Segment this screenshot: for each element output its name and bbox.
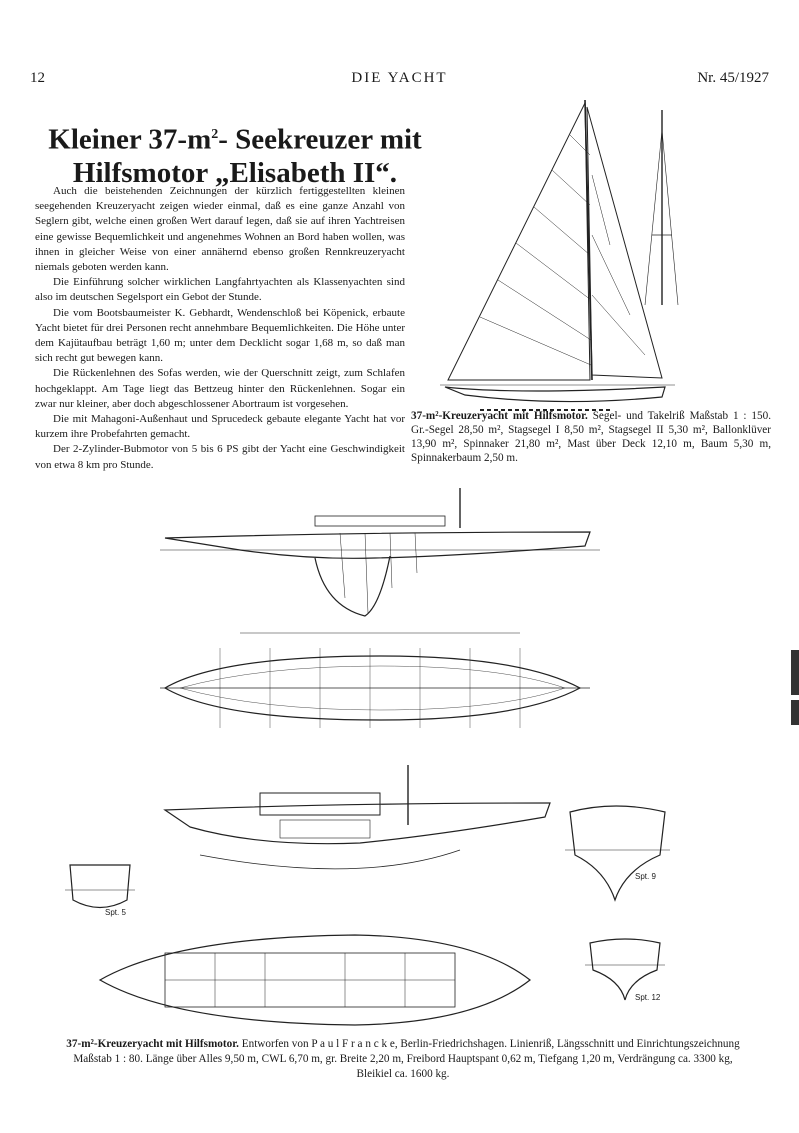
cross-section-left (65, 860, 135, 920)
cross-section-right-top (565, 800, 670, 905)
paragraph: Auch die beistehenden Zeichnungen der kürzlich fertiggestellten kleinen seegehenden Kreuzeryacht zeigen wieder einmal, daß es eine ganze Anzahl von Seglern gibt, welche einen großen Wert darauf legen, daß sie auf ihren Yachtreisen eine gewisse Bequemlichkeit und angenehmes Wohnen an Bord haben wollen, was ihnen in gleicher Weise von einer annähernd ebenso großen Rennkreuzeryacht niemals geboten werden kann. (35, 185, 405, 274)
caption-text: Segel- und Takelriß Maßstab 1 : 150. Gr.-Segel 28,50 m², Stagsegel I 8,50 m², Stagsegel II 5,30 m², Ballonklüver 13,90 m², Spinnaker 21,80 m², Mast über Deck 12,10 m, Baum 5,30 m, Spinnakerbaum 2,50 m. (411, 410, 771, 464)
title-line1-pre: Kleiner 37-m (48, 123, 212, 156)
title-superscript: 2 (211, 127, 219, 142)
title-line1-post: - Seekreuzer mit (218, 123, 422, 156)
page-header (30, 70, 769, 92)
issue-number: Nr. 45/1927 (697, 70, 769, 86)
title-line2: Hilfsmotor „Elisabeth II“. (72, 156, 398, 189)
accommodation-plan-drawing (95, 925, 535, 1035)
binding-edge-mark (791, 700, 799, 725)
page-number: 12 (30, 70, 45, 86)
caption-text: Entworfen von P a u l F r a n c k e, Berlin-Friedrichshagen. Linienriß, Längsschnitt und Einrichtungszeichnung Maßstab 1 : 80. Länge über Alles 9,50 m, CWL 6,70 m, gr. Breite 2,20 m, Freibord Hauptspant 0,62 m, Tiefgang 1,20 m, Verdrängung ca. 3300 kg, Bleikiel ca. 1600 kg. (73, 1038, 740, 1080)
lines-plan-caption (63, 1037, 743, 1082)
paragraph: Die vom Bootsbaumeister K. Gebhardt, Wendenschloß bei Köpenick, erbaute Yacht bietet für drei Personen recht annehmbare Bequemlichkeiten. Die Höhe unter dem Kajütaufbau beträgt 1,60 m; unter dem Decklicht sogar 1,68 m, so daß man sich recht gut bewegen kann. (35, 306, 405, 365)
section-label: Spt. 12 (635, 993, 661, 1002)
article-title (40, 118, 430, 190)
caption-bold: 37-m²-Kreuzeryacht mit Hilfsmotor. (411, 410, 588, 422)
binding-edge-mark (791, 650, 799, 695)
lines-plan-drawing (160, 488, 600, 758)
caption-bold: 37-m²-Kreuzeryacht mit Hilfsmotor. (66, 1038, 239, 1050)
journal-name: DIE YACHT (351, 70, 448, 86)
sail-plan-drawing (440, 95, 770, 415)
paragraph: Die Einführung solcher wirklichen Langfahrtyachten als Klassenyachten sind also im deutschen Segelsport ein Gebot der Stunde. (35, 276, 405, 304)
article-body (35, 184, 405, 473)
paragraph: Die Rückenlehnen des Sofas werden, wie der Querschnitt zeigt, zum Schlafen hochgeklappt. Am Tage liegt das Bettzeug hinter den Rückenlehnen. Sogar ein zwar nur kleiner, aber doch abgeschlossener Abortraum ist vorgesehen. (35, 367, 405, 410)
sail-plan-caption (411, 409, 771, 465)
paragraph: Die mit Mahagoni-Außenhaut und Sprucedeck gebaute elegante Yacht hat vor kurzem ihre Probefahrten gemacht. (35, 413, 405, 441)
section-label: Spt. 9 (635, 872, 656, 881)
paragraph: Der 2-Zylinder-Bubmotor von 5 bis 6 PS gibt der Yacht eine Geschwindigkeit von etwa 8 km pro Stunde. (35, 443, 405, 471)
cross-section-right-bottom (585, 935, 665, 1005)
interior-section-drawing (160, 765, 560, 900)
section-label: Spt. 5 (105, 908, 126, 917)
